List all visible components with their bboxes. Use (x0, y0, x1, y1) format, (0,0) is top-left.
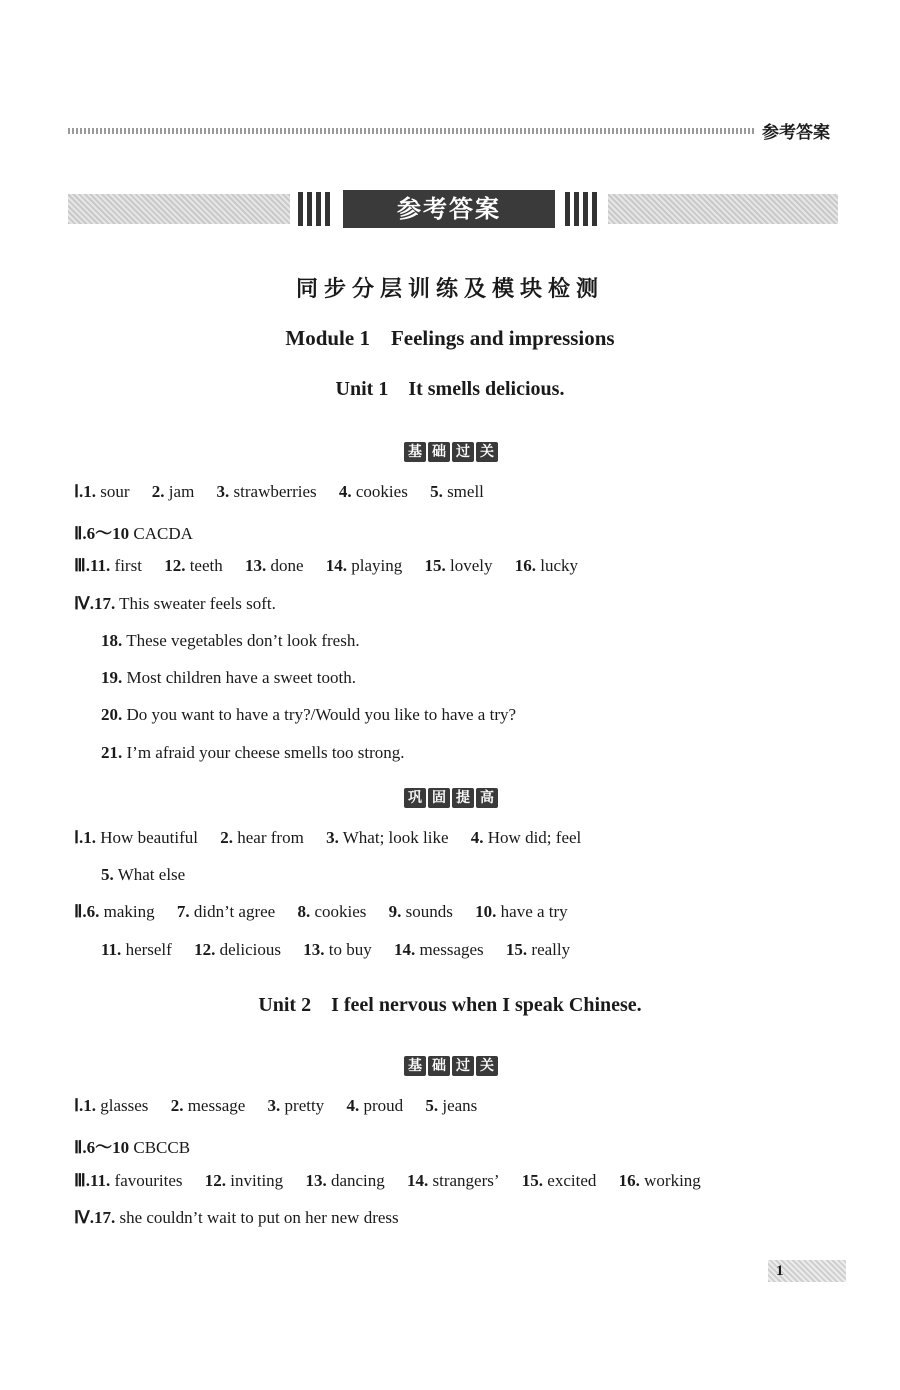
unit1-basic-III: Ⅲ.11. first 12. teeth 13. done 14. playing 15. lovely 16. lucky (74, 556, 579, 575)
page-number: 1 (768, 1260, 846, 1282)
unit2-basic-II: Ⅱ.6～10 CBCCB (74, 1138, 191, 1157)
unit2-title: Unit 2 I feel nervous when I speak Chinese. (258, 994, 642, 1016)
unit1-basic-IV-18: 18. These vegetables don’t look fresh. (101, 631, 360, 650)
unit1-improve-I-line1: Ⅰ.1. How beautiful 2. hear from 3. What; look like 4. How did; feel (74, 828, 582, 847)
banner-band-left (68, 194, 290, 224)
unit1-basic-tag: 基 础 过 关 (404, 442, 498, 462)
running-head: 参考答案 (762, 123, 830, 143)
unit1-basic-II: Ⅱ.6～10 CACDA (74, 524, 193, 543)
unit2-basic-III: Ⅲ.11. favourites 12. inviting 13. dancing 14. strangers’ 15. excited 16. working (74, 1171, 701, 1190)
banner-title: 参考答案 (343, 190, 555, 228)
unit2-basic-tag: 基 础 过 关 (404, 1056, 498, 1076)
unit1-basic-IV-17: Ⅳ.17. This sweater feels soft. (74, 594, 276, 613)
module-title: Module 1 Feelings and impressions (285, 326, 615, 350)
unit1-improve-II-line2: 11. herself 12. delicious 13. to buy 14. messages 15. really (101, 940, 571, 959)
unit1-basic-I: Ⅰ.1. sour 2. jam 3. strawberries 4. cookies 5. smell (74, 482, 484, 501)
unit1-basic-IV-19: 19. Most children have a sweet tooth. (101, 668, 356, 687)
unit1-improve-I-line2: 5. What else (101, 865, 186, 884)
unit1-basic-IV-21: 21. I’m afraid your cheese smells too strong. (101, 743, 405, 762)
unit1-improve-tag: 巩 固 提 高 (404, 788, 498, 808)
unit1-improve-II-line1: Ⅱ.6. making 7. didn’t agree 8. cookies 9. sounds 10. have a try (74, 902, 568, 921)
banner-band-right (608, 194, 838, 224)
unit1-basic-IV-20: 20. Do you want to have a try?/Would you like to have a try? (101, 705, 517, 724)
header-rule (68, 128, 756, 134)
section-title: 同步分层训练及模块检测 (295, 277, 604, 302)
banner-bars-left (298, 192, 330, 226)
unit1-title: Unit 1 It smells delicious. (335, 378, 565, 400)
unit2-basic-I: Ⅰ.1. glasses 2. message 3. pretty 4. proud 5. jeans (74, 1096, 478, 1115)
banner-bars-right (565, 192, 597, 226)
title-banner (68, 190, 838, 230)
unit2-basic-IV: Ⅳ.17. she couldn’t wait to put on her new dress (74, 1208, 399, 1227)
